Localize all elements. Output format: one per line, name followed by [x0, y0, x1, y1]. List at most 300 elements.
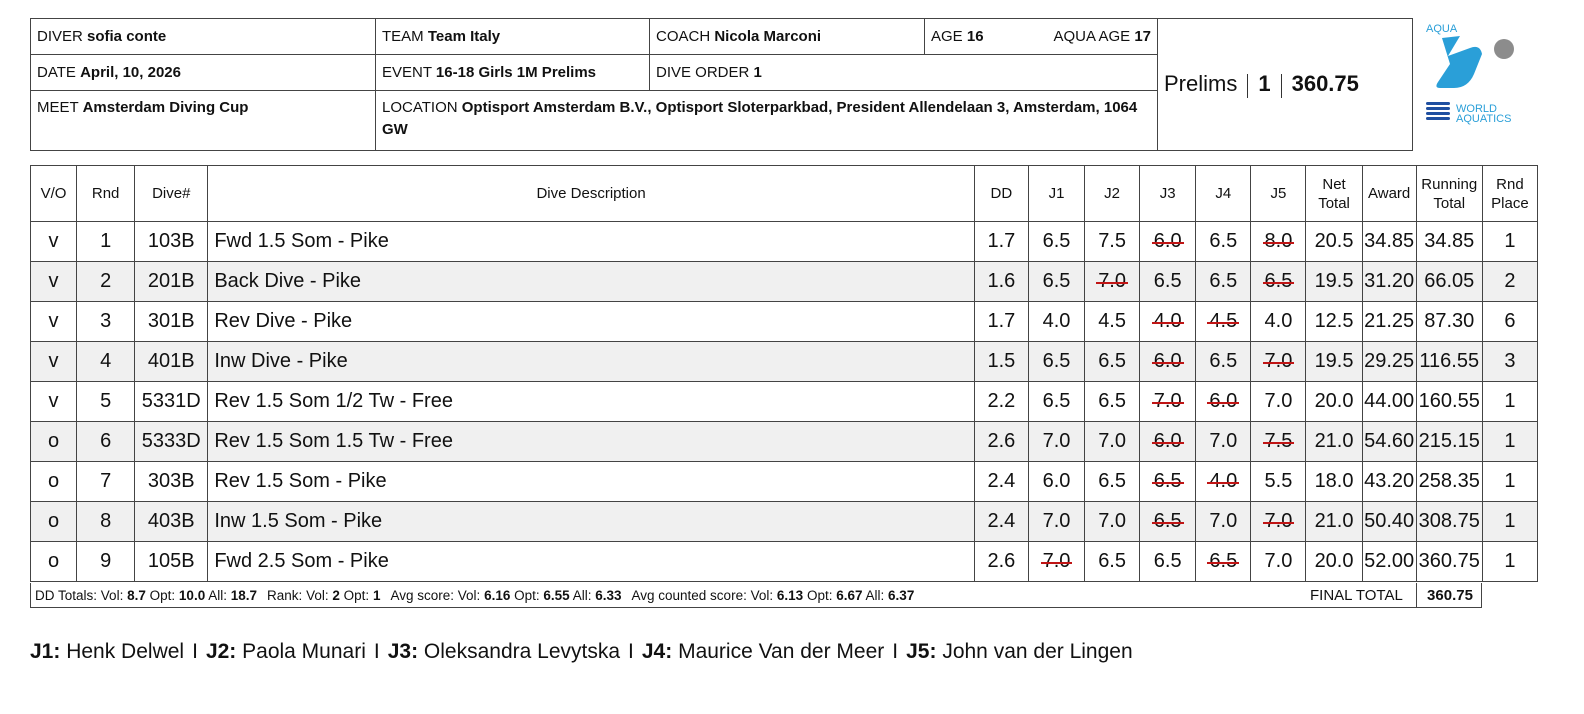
cell-value: 6.5: [1098, 550, 1126, 572]
cell-value: 7.0: [1209, 510, 1238, 532]
cell-value: 2: [100, 270, 112, 292]
cell-value: o: [47, 430, 60, 452]
cell-j5: [1251, 422, 1306, 462]
dd-all: 18.7: [230, 587, 258, 603]
cell-value: 3: [100, 310, 112, 332]
cell-value: 6.5: [1153, 550, 1182, 572]
cell-value: o: [47, 550, 60, 572]
table-row: [31, 262, 1538, 302]
logo-bottom-line1: WORLD: [1456, 103, 1497, 115]
dropped-score: 7.0: [1042, 550, 1071, 572]
age-cell: [925, 19, 1158, 55]
judge-separator: I: [892, 640, 899, 663]
avg-opt: 6.55: [543, 587, 570, 603]
cell-value: 2.4: [987, 510, 1016, 532]
cell-j3: [1140, 422, 1196, 462]
cell-dd: [974, 462, 1028, 502]
cell-dd: [974, 262, 1028, 302]
cell-vo: [31, 222, 77, 262]
cell-j4: [1196, 542, 1251, 582]
cell-j3: [1140, 542, 1196, 582]
cell-value: 1: [100, 230, 112, 252]
cell-place: [1482, 262, 1537, 302]
avgc-all: 6.37: [888, 587, 915, 603]
cell-running: [1416, 262, 1482, 302]
col-rnd-place: [1482, 166, 1537, 222]
dropped-score: 6.0: [1153, 230, 1182, 252]
cell-place: [1482, 302, 1537, 342]
cell-value: 6: [100, 430, 112, 452]
judge-name: John van der Lingen: [942, 640, 1133, 663]
cell-j2: [1085, 382, 1140, 422]
dropped-score: 8.0: [1264, 230, 1293, 252]
avg-score: [390, 588, 621, 603]
cell-rnd: [77, 262, 135, 302]
cell-dd: [974, 302, 1028, 342]
cell-value: 5: [100, 390, 112, 412]
col-net-line2: Total: [1318, 194, 1350, 212]
cell-desc: [208, 262, 975, 302]
cell-net: [1306, 382, 1362, 422]
coach-label: COACH: [656, 28, 711, 45]
col-place-line1: Rnd: [1496, 175, 1524, 193]
cell-value: 201B: [147, 270, 195, 292]
cell-award: [1362, 342, 1416, 382]
cell-net: [1306, 222, 1362, 262]
cell-running: [1416, 422, 1482, 462]
col-dive: Dive#: [135, 166, 208, 222]
cell-value: Rev Dive - Pike: [214, 310, 353, 332]
cell-value: 7.0: [1042, 510, 1071, 532]
cell-vo: [31, 262, 77, 302]
cell-value: 20.5: [1314, 230, 1354, 252]
diver-cell: [31, 19, 376, 55]
cell-value: 66.05: [1424, 270, 1475, 292]
cell-net: [1306, 302, 1362, 342]
cell-dive: [135, 222, 208, 262]
avg-vol: 6.16: [484, 587, 511, 603]
table-row: [31, 342, 1538, 382]
event-label: EVENT: [382, 64, 432, 81]
dive-order-label: DIVE ORDER: [656, 64, 750, 81]
cell-dive: [135, 542, 208, 582]
cell-value: 1: [1504, 470, 1516, 492]
cell-j5: [1251, 302, 1306, 342]
dd-opt-label: Opt:: [149, 587, 176, 603]
cell-j2: [1085, 542, 1140, 582]
cell-dd: [974, 342, 1028, 382]
cell-value: 6.5: [1042, 390, 1071, 412]
avgc-opt: 6.67: [836, 587, 863, 603]
aqua-age-label: AQUA AGE: [1053, 28, 1131, 45]
table-row: [31, 542, 1538, 582]
table-row: [31, 302, 1538, 342]
col-j4: J4: [1196, 166, 1251, 222]
dropped-score: 7.0: [1153, 390, 1182, 412]
cell-value: 8: [100, 510, 112, 532]
cell-award: [1362, 222, 1416, 262]
cell-value: 2.6: [987, 430, 1016, 452]
cell-value: 4.0: [1264, 310, 1293, 332]
dropped-score: 6.5: [1209, 550, 1238, 572]
cell-desc: [208, 542, 975, 582]
dd-vol-label: Vol:: [100, 587, 124, 603]
cell-value: 6.5: [1098, 390, 1126, 412]
avg-vol-label: Vol:: [457, 587, 481, 603]
cell-j2: [1085, 422, 1140, 462]
cell-value: 7.5: [1098, 230, 1126, 252]
cell-value: 6.5: [1042, 270, 1071, 292]
cell-value: 1.7: [987, 310, 1016, 332]
cell-j4: [1196, 462, 1251, 502]
cell-value: 5333D: [141, 430, 201, 452]
cell-j3: [1140, 342, 1196, 382]
col-j1: J1: [1028, 166, 1084, 222]
cell-desc: [208, 502, 975, 542]
cell-value: 1: [1504, 510, 1516, 532]
cell-award: [1362, 462, 1416, 502]
cell-value: 6.5: [1209, 270, 1238, 292]
final-total-value: 360.75: [1416, 583, 1483, 608]
cell-j2: [1085, 222, 1140, 262]
cell-value: 20.0: [1314, 550, 1354, 572]
cell-desc: [208, 342, 975, 382]
avgc-vol-label: Vol:: [750, 587, 774, 603]
cell-dive: [135, 502, 208, 542]
cell-net: [1306, 462, 1362, 502]
cell-value: 21.25: [1364, 310, 1415, 332]
cell-j1: [1028, 502, 1084, 542]
cell-desc: [208, 302, 975, 342]
rank-opt: 1: [372, 587, 381, 603]
judge-label: J5:: [906, 640, 937, 663]
cell-j3: [1140, 462, 1196, 502]
judge-label: J4:: [641, 640, 673, 663]
cell-j5: [1251, 542, 1306, 582]
cell-j4: [1196, 382, 1251, 422]
cell-value: 2.6: [987, 550, 1016, 572]
cell-net: [1306, 342, 1362, 382]
col-vo: V/O: [31, 166, 77, 222]
judge-name: Maurice Van der Meer: [678, 640, 885, 663]
cell-rnd: [77, 302, 135, 342]
cell-rnd: [77, 502, 135, 542]
cell-value: 31.20: [1364, 270, 1415, 292]
rank-opt-label: Opt:: [343, 587, 370, 603]
meet-value: Amsterdam Diving Cup: [82, 99, 249, 116]
diver-info-header: [30, 18, 1413, 151]
cell-place: [1482, 502, 1537, 542]
dive-order-value: 1: [753, 64, 762, 81]
cell-desc: [208, 462, 975, 502]
result-summary: [1158, 19, 1413, 151]
cell-value: Rev 1.5 Som - Pike: [214, 470, 387, 492]
cell-value: 34.85: [1364, 230, 1415, 252]
cell-j4: [1196, 342, 1251, 382]
cell-value: 301B: [147, 310, 195, 332]
cell-value: 4.5: [1098, 310, 1126, 332]
coach-name: Nicola Marconi: [714, 28, 822, 45]
cell-value: 1: [1504, 230, 1516, 252]
cell-j3: [1140, 382, 1196, 422]
col-running-line1: Running: [1421, 175, 1478, 193]
cell-desc: [208, 382, 975, 422]
cell-dive: [135, 262, 208, 302]
rank-vol: 2: [332, 587, 340, 603]
cell-value: 103B: [147, 230, 195, 252]
cell-value: 19.5: [1314, 270, 1354, 292]
location-value: Optisport Amsterdam B.V., Optisport Sloterparkbad, President Allendelaan 3, Amsterdam, 1064 GW: [382, 99, 1138, 138]
cell-j4: [1196, 262, 1251, 302]
cell-value: 6.5: [1042, 230, 1071, 252]
dd-totals: [35, 588, 257, 603]
cell-j1: [1028, 222, 1084, 262]
cell-value: 18.0: [1314, 470, 1354, 492]
cell-dive: [135, 462, 208, 502]
cell-dd: [974, 382, 1028, 422]
col-award: Award: [1362, 166, 1416, 222]
cell-value: 215.15: [1418, 430, 1480, 452]
dive-scores-table: [30, 165, 1538, 582]
cell-dive: [135, 302, 208, 342]
dropped-score: 6.0: [1209, 390, 1238, 412]
cell-value: 3: [1504, 350, 1516, 372]
cell-award: [1362, 542, 1416, 582]
col-rnd: Rnd: [77, 166, 135, 222]
col-j2: J2: [1085, 166, 1140, 222]
cell-value: 2.2: [987, 390, 1016, 412]
cell-j4: [1196, 302, 1251, 342]
cell-vo: [31, 542, 77, 582]
cell-dd: [974, 502, 1028, 542]
cell-value: 29.25: [1364, 350, 1415, 372]
cell-j5: [1251, 502, 1306, 542]
cell-j1: [1028, 542, 1084, 582]
col-desc: Dive Description: [208, 166, 975, 222]
cell-value: 87.30: [1424, 310, 1475, 332]
cell-value: 303B: [147, 470, 195, 492]
cell-place: [1482, 222, 1537, 262]
cell-value: 5.5: [1264, 470, 1293, 492]
date-label: DATE: [37, 64, 76, 81]
cell-value: 19.5: [1314, 350, 1354, 372]
dive-order-cell: [650, 55, 1158, 91]
cell-value: 7.0: [1264, 390, 1293, 412]
cell-j5: [1251, 342, 1306, 382]
score-rows: [31, 222, 1538, 582]
cell-value: 9: [100, 550, 112, 572]
cell-value: 1.6: [987, 270, 1016, 292]
cell-place: [1482, 542, 1537, 582]
avg-counted-label: Avg counted score:: [631, 587, 747, 603]
dropped-score: 4.0: [1153, 310, 1182, 332]
cell-j4: [1196, 502, 1251, 542]
cell-value: 12.5: [1314, 310, 1354, 332]
avg-all: 6.33: [595, 587, 622, 603]
cell-value: Fwd 1.5 Som - Pike: [214, 230, 389, 252]
event-cell: [376, 55, 650, 91]
logo-mark: [1420, 18, 1540, 128]
cell-award: [1362, 262, 1416, 302]
cell-place: [1482, 422, 1537, 462]
dropped-score: 6.5: [1264, 270, 1293, 292]
cell-j1: [1028, 462, 1084, 502]
cell-value: 1.5: [987, 350, 1016, 372]
cell-value: 401B: [147, 350, 195, 372]
cell-j4: [1196, 222, 1251, 262]
cell-j5: [1251, 262, 1306, 302]
cell-dd: [974, 222, 1028, 262]
cell-value: 5331D: [141, 390, 201, 412]
cell-running: [1416, 542, 1482, 582]
cell-net: [1306, 542, 1362, 582]
judge-separator: I: [373, 640, 380, 663]
cell-rnd: [77, 222, 135, 262]
cell-value: 2: [1504, 270, 1516, 292]
diver-name: sofia conte: [87, 28, 167, 45]
team-name: Team Italy: [427, 28, 501, 45]
cell-value: 43.20: [1364, 470, 1415, 492]
logo-top-text: AQUA: [1426, 23, 1458, 35]
cell-value: 1: [1504, 390, 1516, 412]
cell-vo: [31, 462, 77, 502]
cell-value: 1.7: [987, 230, 1016, 252]
logo-waves-icon: [1426, 102, 1450, 120]
cell-j5: [1251, 462, 1306, 502]
age-value: 16: [966, 28, 984, 45]
avgc-all-label: All:: [865, 587, 885, 603]
col-dd: DD: [974, 166, 1028, 222]
cell-value: 21.0: [1314, 510, 1354, 532]
team-cell: [376, 19, 650, 55]
cell-value: 7.0: [1098, 430, 1126, 452]
totals-bar: [30, 583, 1482, 608]
cell-place: [1482, 342, 1537, 382]
cell-j3: [1140, 302, 1196, 342]
cell-j1: [1028, 262, 1084, 302]
avg-all-label: All:: [572, 587, 592, 603]
diver-label: DIVER: [37, 28, 83, 45]
avg-opt-label: Opt:: [514, 587, 540, 603]
cell-vo: [31, 422, 77, 462]
cell-j3: [1140, 502, 1196, 542]
meet-cell: [31, 91, 376, 151]
cell-j3: [1140, 262, 1196, 302]
cell-value: 44.00: [1364, 390, 1415, 412]
logo-bottom-line2: AQUATICS: [1456, 113, 1512, 125]
judge-separator: I: [628, 640, 634, 663]
cell-net: [1306, 422, 1362, 462]
cell-running: [1416, 342, 1482, 382]
cell-net: [1306, 502, 1362, 542]
avgc-opt-label: Opt:: [806, 587, 833, 603]
cell-value: 258.35: [1418, 470, 1480, 492]
rank-vol-label: Vol:: [306, 587, 329, 603]
avg-counted-score: [632, 588, 915, 603]
cell-value: Rev 1.5 Som 1.5 Tw - Free: [214, 430, 453, 452]
col-net-line1: Net: [1322, 175, 1346, 193]
dropped-score: 6.0: [1153, 430, 1182, 452]
cell-value: 6.5: [1153, 270, 1182, 292]
team-label: TEAM: [382, 28, 424, 45]
cell-j2: [1085, 342, 1140, 382]
cell-rnd: [77, 542, 135, 582]
judge-separator: I: [192, 640, 198, 663]
dropped-score: 7.0: [1264, 350, 1293, 372]
date-cell: [31, 55, 376, 91]
col-running-total: [1416, 166, 1482, 222]
summary-total: 360.75: [1291, 71, 1359, 97]
cell-value: v: [48, 230, 59, 252]
rank-label: Rank:: [267, 587, 303, 603]
cell-net: [1306, 262, 1362, 302]
age-label: AGE: [931, 28, 963, 45]
cell-value: 6.5: [1209, 350, 1238, 372]
cell-award: [1362, 302, 1416, 342]
cell-vo: [31, 382, 77, 422]
cell-value: 6.5: [1209, 230, 1238, 252]
dropped-score: 7.0: [1098, 270, 1126, 292]
final-total-label: FINAL TOTAL: [1310, 587, 1403, 604]
judge-name: Henk Delwel: [66, 640, 185, 663]
cell-rnd: [77, 422, 135, 462]
cell-rnd: [77, 462, 135, 502]
dropped-score: 4.5: [1209, 310, 1238, 332]
cell-value: 6.5: [1098, 470, 1126, 492]
cell-vo: [31, 302, 77, 342]
cell-running: [1416, 302, 1482, 342]
cell-value: o: [47, 510, 60, 532]
cell-value: 34.85: [1424, 230, 1475, 252]
cell-value: Inw 1.5 Som - Pike: [214, 510, 383, 532]
cell-dd: [974, 542, 1028, 582]
table-row: [31, 422, 1538, 462]
dropped-score: 6.0: [1153, 350, 1182, 372]
avgc-vol: 6.13: [776, 587, 804, 603]
table-row: [31, 462, 1538, 502]
cell-dive: [135, 382, 208, 422]
col-net-total: [1306, 166, 1362, 222]
date-value: April, 10, 2026: [80, 64, 181, 81]
cell-value: 52.00: [1364, 550, 1415, 572]
cell-running: [1416, 382, 1482, 422]
dd-opt: 10.0: [178, 587, 206, 603]
cell-value: 308.75: [1418, 510, 1480, 532]
cell-j2: [1085, 262, 1140, 302]
cell-value: 50.40: [1364, 510, 1415, 532]
summary-round: Prelims: [1164, 71, 1238, 97]
cell-j2: [1085, 302, 1140, 342]
cell-place: [1482, 462, 1537, 502]
col-j5: J5: [1251, 166, 1306, 222]
cell-dive: [135, 342, 208, 382]
cell-rnd: [77, 342, 135, 382]
dd-vol: 8.7: [127, 587, 146, 603]
cell-value: v: [48, 390, 59, 412]
cell-running: [1416, 222, 1482, 262]
cell-value: 6.0: [1042, 470, 1071, 492]
cell-j1: [1028, 422, 1084, 462]
cell-value: 1: [1504, 550, 1516, 572]
location-cell: [376, 91, 1158, 151]
summary-place: 1: [1258, 71, 1271, 97]
col-running-line2: Total: [1433, 194, 1466, 212]
cell-value: v: [48, 350, 59, 372]
cell-value: 4.0: [1042, 310, 1071, 332]
cell-value: 7.0: [1098, 510, 1126, 532]
cell-value: 360.75: [1418, 550, 1480, 572]
cell-value: v: [48, 310, 59, 332]
